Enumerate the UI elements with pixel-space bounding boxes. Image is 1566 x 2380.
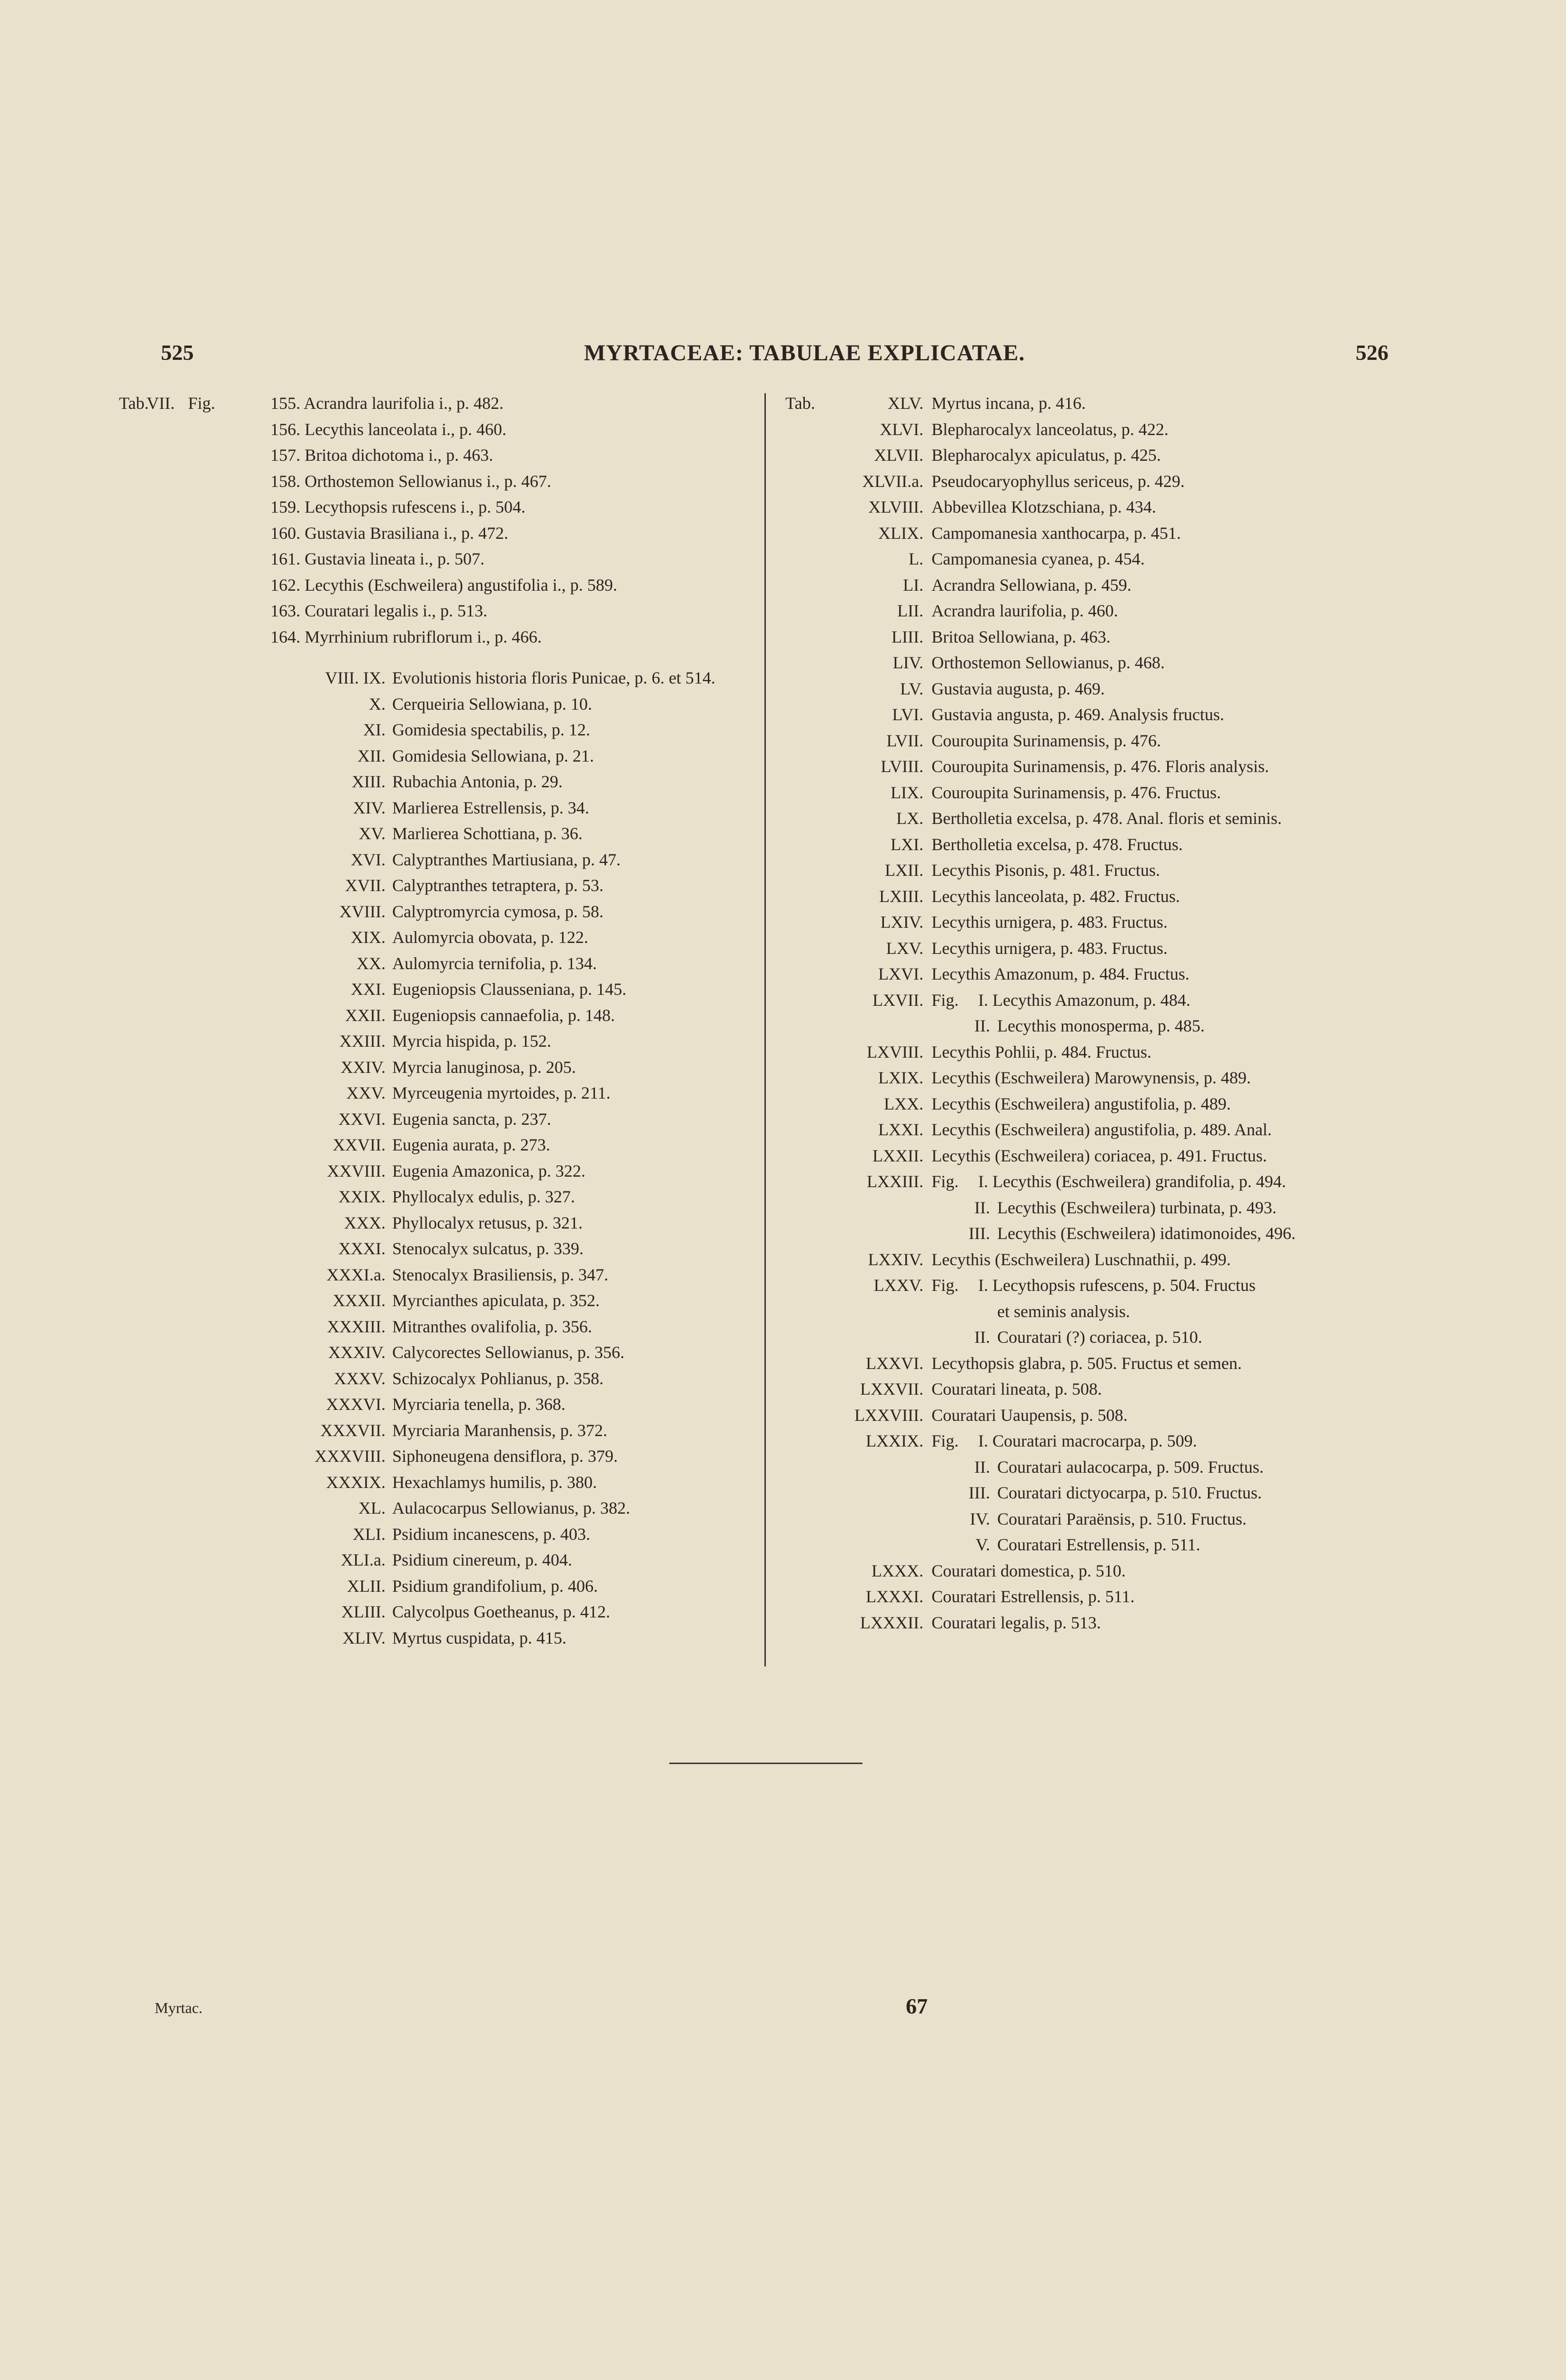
- plate-number: XXXII.: [333, 1291, 386, 1310]
- table-row: [785, 572, 1457, 598]
- table-row: [119, 624, 757, 650]
- plate-number: XXXVI.: [326, 1395, 386, 1414]
- table-row: [119, 976, 757, 1002]
- table-row: [119, 1521, 757, 1547]
- plate-description: Blepharocalyx lanceolatus, p. 422.: [932, 419, 1169, 439]
- plate-description: Blepharocalyx apiculatus, p. 425.: [932, 446, 1161, 465]
- table-row: [785, 1091, 1457, 1117]
- plate-number: LXXIV.: [868, 1250, 923, 1269]
- table-row: [785, 1558, 1457, 1584]
- plate-description: Acrandra Sellowiana, p. 459.: [932, 575, 1131, 595]
- plate-number: XLVIII.: [868, 497, 923, 516]
- table-row: [785, 1195, 1457, 1221]
- plate-number: XX.: [357, 953, 386, 973]
- plate-number: LIV.: [892, 653, 923, 672]
- figure-label: Fig.: [932, 1172, 959, 1191]
- table-row: [119, 847, 757, 873]
- table-row: [785, 961, 1457, 987]
- table-row: [119, 598, 757, 624]
- plate-description: Lecythis monosperma, p. 485.: [997, 1016, 1205, 1035]
- table-row: [785, 780, 1457, 806]
- table-row: [785, 598, 1457, 624]
- plate-description: Stenocalyx sulcatus, p. 339.: [392, 1239, 584, 1258]
- plate-number: XVI.: [351, 850, 386, 869]
- plate-number: LXXVII.: [860, 1379, 923, 1398]
- plate-number: LXIX.: [878, 1068, 923, 1087]
- table-row: [119, 1547, 757, 1573]
- table-row: [119, 821, 757, 847]
- table-row: [119, 494, 757, 520]
- figure-number: II.: [974, 1016, 990, 1035]
- plate-number: XXXVIII.: [315, 1447, 386, 1466]
- plate-number: XXXV.: [334, 1368, 386, 1388]
- plate-number: LXII.: [885, 861, 923, 880]
- table-row: [119, 1599, 757, 1625]
- table-row: [785, 1350, 1457, 1377]
- table-row: [785, 702, 1457, 728]
- plate-description: Hexachlamys humilis, p. 380.: [392, 1472, 597, 1492]
- plate-number: XXIV.: [340, 1057, 386, 1077]
- table-row: [119, 1158, 757, 1184]
- plate-number: XXVII.: [333, 1135, 386, 1154]
- table-row: [785, 1506, 1457, 1532]
- plate-description: Couroupita Surinamensis, p. 476. Fructus.: [932, 783, 1221, 802]
- plate-description: Lecythis urnigera, p. 483. Fructus.: [932, 938, 1168, 958]
- table-row: [119, 442, 757, 468]
- plate-number: XLV.: [887, 394, 923, 413]
- table-row: [785, 883, 1457, 910]
- plate-description: Myrtus incana, p. 416.: [932, 394, 1086, 413]
- plate-number: LXXVIII.: [854, 1405, 923, 1425]
- plate-description: I. Couratari macrocarpa, p. 509.: [978, 1431, 1197, 1450]
- table-row: [119, 1418, 757, 1444]
- table-row: [785, 832, 1457, 858]
- figure-label: Fig.: [932, 990, 959, 1010]
- plate-description: Phyllocalyx retusus, p. 321.: [392, 1213, 583, 1232]
- plate-description: Myrcia hispida, p. 152.: [392, 1031, 551, 1051]
- table-row: [119, 1469, 757, 1496]
- plate-description: Lecythis Pohlii, p. 484. Fructus.: [932, 1042, 1151, 1061]
- plate-number: XVII.: [345, 876, 386, 895]
- figure-number: IV.: [970, 1509, 990, 1528]
- table-row: [785, 624, 1457, 650]
- plate-description: Couratari Uaupensis, p. 508.: [932, 1405, 1128, 1425]
- plate-number: XLVI.: [880, 419, 923, 439]
- plate-number: VII.: [147, 394, 175, 413]
- table-row: [785, 416, 1457, 443]
- table-row: [785, 1532, 1457, 1558]
- plate-number: LXXXII.: [860, 1613, 923, 1632]
- right-column: [785, 390, 1457, 1636]
- table-row: [119, 1080, 757, 1106]
- table-row: [785, 909, 1457, 935]
- table-row: [119, 546, 757, 572]
- plate-description: Couratari legalis, p. 513.: [932, 1613, 1101, 1632]
- table-row: [785, 1402, 1457, 1428]
- table-row: [785, 520, 1457, 546]
- table-row: [119, 1339, 757, 1366]
- plate-number: LII.: [897, 601, 923, 620]
- plate-description: Siphoneugena densiflora, p. 379.: [392, 1447, 618, 1466]
- plate-description: I. Lecythis Amazonum, p. 484.: [978, 990, 1190, 1010]
- plate-description: et seminis analysis.: [997, 1301, 1130, 1321]
- table-row: [119, 390, 757, 416]
- plate-number: XXI.: [351, 980, 386, 999]
- plate-description: Acrandra laurifolia, p. 460.: [932, 601, 1118, 620]
- plate-number: XVIII.: [339, 902, 386, 921]
- plate-description: Myrcianthes apiculata, p. 352.: [392, 1291, 600, 1310]
- table-row: [785, 1117, 1457, 1143]
- plate-number: XLIII.: [341, 1602, 386, 1621]
- plate-number: XLIX.: [878, 523, 923, 543]
- plate-description: Aulomyrcia ternifolia, p. 134.: [392, 953, 597, 973]
- table-row: [785, 1376, 1457, 1402]
- plate-description: Mitranthes ovalifolia, p. 356.: [392, 1317, 592, 1336]
- table-row: [785, 1324, 1457, 1350]
- table-row: [785, 442, 1457, 468]
- plate-description: Eugeniopsis Clausseniana, p. 145.: [392, 980, 626, 999]
- plate-description: Britoa Sellowiana, p. 463.: [932, 627, 1110, 646]
- table-row: [119, 1210, 757, 1236]
- plate-description: 159. Lecythopsis rufescens i., p. 504.: [270, 497, 525, 516]
- plate-number: XXIII.: [339, 1031, 386, 1051]
- right-page-number: 526: [1356, 340, 1388, 365]
- plate-description: Lecythis (Eschweilera) coriacea, p. 491. Fructus.: [932, 1146, 1267, 1165]
- plate-description: Eugenia aurata, p. 273.: [392, 1135, 550, 1154]
- signature-mark: Myrtac.: [155, 1999, 203, 2016]
- figure-number: III.: [969, 1483, 990, 1502]
- table-row: [785, 857, 1457, 883]
- table-row: [785, 468, 1457, 495]
- plate-number: XXXIX.: [326, 1472, 386, 1492]
- plate-description: Aulacocarpus Sellowianus, p. 382.: [392, 1498, 630, 1517]
- plate-description: Psidium cinereum, p. 404.: [392, 1550, 572, 1569]
- table-row: [119, 743, 757, 769]
- plate-description: Lecythis (Eschweilera) angustifolia, p. 489. Anal.: [932, 1120, 1272, 1139]
- table-row: [785, 805, 1457, 832]
- table-row: [119, 572, 757, 598]
- plate-description: I. Lecythopsis rufescens, p. 504. Fructus: [978, 1276, 1256, 1295]
- table-row: [785, 1480, 1457, 1506]
- plate-number: XV.: [358, 824, 386, 843]
- table-row: [119, 1366, 757, 1392]
- plate-description: Schizocalyx Pohlianus, p. 358.: [392, 1368, 604, 1388]
- plate-description: 161. Gustavia lineata i., p. 507.: [270, 549, 485, 568]
- plate-number: XIX.: [351, 928, 386, 947]
- table-row: [785, 1428, 1457, 1454]
- table-row: [119, 1002, 757, 1029]
- plate-number: LXVI.: [878, 964, 923, 983]
- table-row: [785, 546, 1457, 572]
- plate-description: Gomidesia spectabilis, p. 12.: [392, 720, 590, 739]
- spacer: [119, 650, 757, 665]
- table-row: [119, 416, 757, 443]
- plate-description: Aulomyrcia obovata, p. 122.: [392, 928, 588, 947]
- table-row: [119, 717, 757, 743]
- table-row: [785, 728, 1457, 754]
- figure-number: II.: [974, 1198, 990, 1217]
- page-header: [0, 340, 1566, 373]
- plate-description: Couratari Estrellensis, p. 511.: [932, 1587, 1135, 1606]
- figure-label: Fig.: [932, 1431, 959, 1450]
- plate-description: Couratari Paraënsis, p. 510. Fructus.: [997, 1509, 1247, 1528]
- plate-description: Psidium grandifolium, p. 406.: [392, 1576, 598, 1596]
- table-row: [119, 1262, 757, 1288]
- table-row: [785, 1610, 1457, 1636]
- plate-description: Orthostemon Sellowianus, p. 468.: [932, 653, 1165, 672]
- plate-description: Lecythis (Eschweilera) angustifolia, p. 489.: [932, 1094, 1231, 1113]
- plate-description: Lecythis Amazonum, p. 484. Fructus.: [932, 964, 1189, 983]
- plate-number: LXXIII.: [867, 1172, 923, 1191]
- plate-description: Eugenia Amazonica, p. 322.: [392, 1161, 585, 1180]
- plate-number: LXV.: [886, 938, 923, 958]
- table-row: [119, 468, 757, 495]
- table-row: [119, 520, 757, 546]
- table-row: [119, 1625, 757, 1651]
- plate-description: Couratari dictyocarpa, p. 510. Fructus.: [997, 1483, 1262, 1502]
- table-row: [119, 795, 757, 821]
- table-row: [785, 494, 1457, 520]
- tab-label: Tab.: [119, 394, 149, 413]
- plate-number: XXX.: [344, 1213, 386, 1232]
- tab-label: Tab.: [785, 394, 815, 413]
- plate-description: I. Lecythis (Eschweilera) grandifolia, p. 494.: [978, 1172, 1286, 1191]
- plate-number: LXXIX.: [866, 1431, 923, 1450]
- table-row: [119, 1443, 757, 1469]
- plate-number: LIII.: [892, 627, 923, 646]
- plate-number: XLVII.a.: [862, 471, 923, 491]
- plate-number: LVIII.: [881, 757, 923, 776]
- plate-description: Lecythis (Eschweilera) Luschnathii, p. 499.: [932, 1250, 1231, 1269]
- plate-description: Abbevillea Klotzschiana, p. 434.: [932, 497, 1156, 516]
- plate-number: XLIV.: [342, 1628, 386, 1647]
- plate-description: Lecythis (Eschweilera) idatimonoides, 496.: [997, 1224, 1296, 1243]
- plate-description: 157. Britoa dichotoma i., p. 463.: [270, 446, 493, 465]
- table-row: [785, 1039, 1457, 1065]
- footer-rule: [669, 1763, 862, 1764]
- plate-description: Evolutionis historia floris Punicae, p. 6. et 514.: [392, 668, 715, 687]
- plate-description: Couroupita Surinamensis, p. 476. Floris analysis.: [932, 757, 1269, 776]
- left-column: [119, 390, 757, 1651]
- figure-number: III.: [969, 1224, 990, 1243]
- plate-number: XI.: [363, 720, 386, 739]
- plate-description: Marlierea Estrellensis, p. 34.: [392, 798, 589, 817]
- plate-description: Bertholletia excelsa, p. 478. Fructus.: [932, 834, 1183, 854]
- table-row: [119, 1314, 757, 1340]
- plate-number: LV.: [900, 679, 923, 698]
- plate-description: Myrciaria Maranhensis, p. 372.: [392, 1420, 607, 1440]
- table-row: [119, 1184, 757, 1210]
- plate-description: Lecythis (Eschweilera) turbinata, p. 493.: [997, 1198, 1277, 1217]
- plate-description: 164. Myrrhinium rubriflorum i., p. 466.: [270, 627, 542, 646]
- plate-description: Calycolpus Goetheanus, p. 412.: [392, 1602, 610, 1621]
- plate-number: LXXV.: [873, 1276, 923, 1295]
- table-row: [119, 873, 757, 899]
- plate-number: LX.: [896, 809, 923, 828]
- plate-description: Gomidesia Sellowiana, p. 21.: [392, 746, 594, 765]
- plate-number: XXII.: [345, 1005, 386, 1025]
- table-row: [119, 1054, 757, 1081]
- table-row: [119, 899, 757, 925]
- table-row: [785, 1247, 1457, 1273]
- table-row: [785, 1013, 1457, 1039]
- plate-description: Lecythis (Eschweilera) Marowynensis, p. 489.: [932, 1068, 1251, 1087]
- table-row: [119, 665, 757, 691]
- plate-number: LXXI.: [878, 1120, 923, 1139]
- plate-description: Myrcia lanuginosa, p. 205.: [392, 1057, 576, 1077]
- plate-description: Calyptranthes tetraptera, p. 53.: [392, 876, 604, 895]
- plate-number: VIII. IX.: [325, 668, 386, 687]
- figure-label: Fig.: [188, 394, 216, 413]
- plate-description: 163. Couratari legalis i., p. 513.: [270, 601, 487, 620]
- plate-description: Couratari Estrellensis, p. 511.: [997, 1535, 1200, 1554]
- figure-number: II.: [974, 1457, 990, 1477]
- sheet-number: 67: [906, 1994, 928, 2018]
- plate-description: 162. Lecythis (Eschweilera) angustifolia i., p. 589.: [270, 575, 617, 595]
- plate-number: LXXXI.: [866, 1587, 923, 1606]
- plate-number: LI.: [903, 575, 923, 595]
- plate-description: 155. Acrandra laurifolia i., p. 482.: [270, 394, 504, 413]
- plate-description: Campomanesia xanthocarpa, p. 451.: [932, 523, 1181, 543]
- table-row: [785, 1143, 1457, 1169]
- plate-number: LXXX.: [872, 1561, 923, 1580]
- plate-description: Myrciaria tenella, p. 368.: [392, 1395, 565, 1414]
- plate-description: Pseudocaryophyllus sericeus, p. 429.: [932, 471, 1185, 491]
- plate-description: Phyllocalyx edulis, p. 327.: [392, 1187, 575, 1206]
- plate-number: XL.: [358, 1498, 386, 1517]
- table-row: [785, 676, 1457, 702]
- plate-description: Couratari aulacocarpa, p. 509. Fructus.: [997, 1457, 1264, 1477]
- plate-number: XXXI.: [338, 1239, 386, 1258]
- plate-number: LIX.: [891, 783, 923, 802]
- plate-description: 158. Orthostemon Sellowianus i., p. 467.: [270, 471, 551, 491]
- plate-number: X.: [369, 694, 386, 714]
- plate-description: Calycorectes Sellowianus, p. 356.: [392, 1343, 624, 1362]
- table-row: [785, 1584, 1457, 1610]
- table-row: [119, 691, 757, 717]
- plate-number: LVII.: [886, 731, 923, 750]
- table-row: [785, 1454, 1457, 1480]
- table-row: [785, 390, 1457, 416]
- plate-description: Gustavia augusta, p. 469.: [932, 679, 1105, 698]
- table-row: [119, 1573, 757, 1599]
- plate-number: LXVII.: [872, 990, 923, 1010]
- table-row: [785, 1065, 1457, 1091]
- table-row: [119, 1132, 757, 1158]
- table-row: [785, 1299, 1457, 1325]
- table-row: [119, 1028, 757, 1054]
- plate-number: LXI.: [891, 834, 923, 854]
- plate-number: LXXVI.: [866, 1353, 923, 1373]
- plate-description: Couratari (?) coriacea, p. 510.: [997, 1328, 1202, 1347]
- table-row: [119, 1288, 757, 1314]
- figure-label: Fig.: [932, 1276, 959, 1295]
- page-title: MYRTACEAE: TABULAE EXPLICATAE.: [584, 340, 1025, 366]
- table-row: [785, 650, 1457, 676]
- plate-number: XXIX.: [338, 1187, 386, 1206]
- plate-description: 156. Lecythis lanceolata i., p. 460.: [270, 419, 506, 439]
- plate-description: Marlierea Schottiana, p. 36.: [392, 824, 583, 843]
- plate-number: XXXIII.: [327, 1317, 386, 1336]
- plate-description: Eugeniopsis cannaefolia, p. 148.: [392, 1005, 615, 1025]
- plate-description: Couratari lineata, p. 508.: [932, 1379, 1102, 1398]
- plate-number: XIII.: [352, 772, 386, 791]
- plate-description: Campomanesia cyanea, p. 454.: [932, 549, 1145, 568]
- figure-number: V.: [975, 1535, 990, 1554]
- plate-description: Calyptranthes Martiusiana, p. 47.: [392, 850, 621, 869]
- plate-number: XLI.a.: [341, 1550, 386, 1569]
- plate-number: LVI.: [892, 705, 923, 724]
- plate-number: XLI.: [353, 1524, 386, 1544]
- plate-number: XXVIII.: [327, 1161, 386, 1180]
- plate-number: L.: [909, 549, 923, 568]
- plate-description: Cerqueiria Sellowiana, p. 10.: [392, 694, 592, 714]
- table-row: [785, 935, 1457, 962]
- plate-number: LXIV.: [880, 912, 923, 932]
- left-page-number: 525: [161, 340, 194, 365]
- plate-description: Gustavia angusta, p. 469. Analysis fructus.: [932, 705, 1224, 724]
- plate-description: 160. Gustavia Brasiliana i., p. 472.: [270, 523, 508, 543]
- plate-number: LXXII.: [872, 1146, 923, 1165]
- plate-description: Myrceugenia myrtoides, p. 211.: [392, 1083, 611, 1102]
- plate-description: Lecythis Pisonis, p. 481. Fructus.: [932, 861, 1160, 880]
- plate-number: LXIII.: [879, 886, 923, 906]
- plate-description: Couratari domestica, p. 510.: [932, 1561, 1126, 1580]
- table-row: [119, 769, 757, 795]
- plate-number: XXXI.a.: [327, 1265, 386, 1284]
- plate-description: Stenocalyx Brasiliensis, p. 347.: [392, 1265, 608, 1284]
- plate-number: XIV.: [353, 798, 386, 817]
- table-row: [785, 1169, 1457, 1195]
- column-divider: [764, 393, 766, 1666]
- plate-description: Myrtus cuspidata, p. 415.: [392, 1628, 566, 1647]
- plate-description: Couroupita Surinamensis, p. 476.: [932, 731, 1161, 750]
- table-row: [785, 754, 1457, 780]
- plate-description: Calyptromyrcia cymosa, p. 58.: [392, 902, 604, 921]
- table-row: [119, 1106, 757, 1132]
- plate-number: XXVI.: [338, 1109, 386, 1129]
- plate-description: Eugenia sancta, p. 237.: [392, 1109, 551, 1129]
- plate-number: LXVIII.: [867, 1042, 923, 1061]
- plate-number: XXV.: [346, 1083, 386, 1102]
- table-row: [119, 1495, 757, 1521]
- plate-number: LXX.: [884, 1094, 923, 1113]
- plate-number: XII.: [357, 746, 386, 765]
- plate-description: Bertholletia excelsa, p. 478. Anal. floris et seminis.: [932, 809, 1282, 828]
- plate-description: Rubachia Antonia, p. 29.: [392, 772, 563, 791]
- plate-description: Psidium incanescens, p. 403.: [392, 1524, 590, 1544]
- plate-number: XXXIV.: [328, 1343, 386, 1362]
- plate-number: XLVII.: [874, 446, 923, 465]
- table-row: [785, 1220, 1457, 1247]
- figure-number: II.: [974, 1328, 990, 1347]
- table-row: [119, 951, 757, 977]
- table-row: [119, 924, 757, 951]
- table-row: [785, 987, 1457, 1013]
- table-row: [119, 1391, 757, 1418]
- table-row: [785, 1272, 1457, 1299]
- plate-description: Lecythis lanceolata, p. 482. Fructus.: [932, 886, 1180, 906]
- plate-description: Lecythopsis glabra, p. 505. Fructus et semen.: [932, 1353, 1242, 1373]
- table-row: [119, 1236, 757, 1262]
- plate-description: Lecythis urnigera, p. 483. Fructus.: [932, 912, 1168, 932]
- plate-number: XXXVII.: [320, 1420, 386, 1440]
- plate-number: XLII.: [347, 1576, 386, 1596]
